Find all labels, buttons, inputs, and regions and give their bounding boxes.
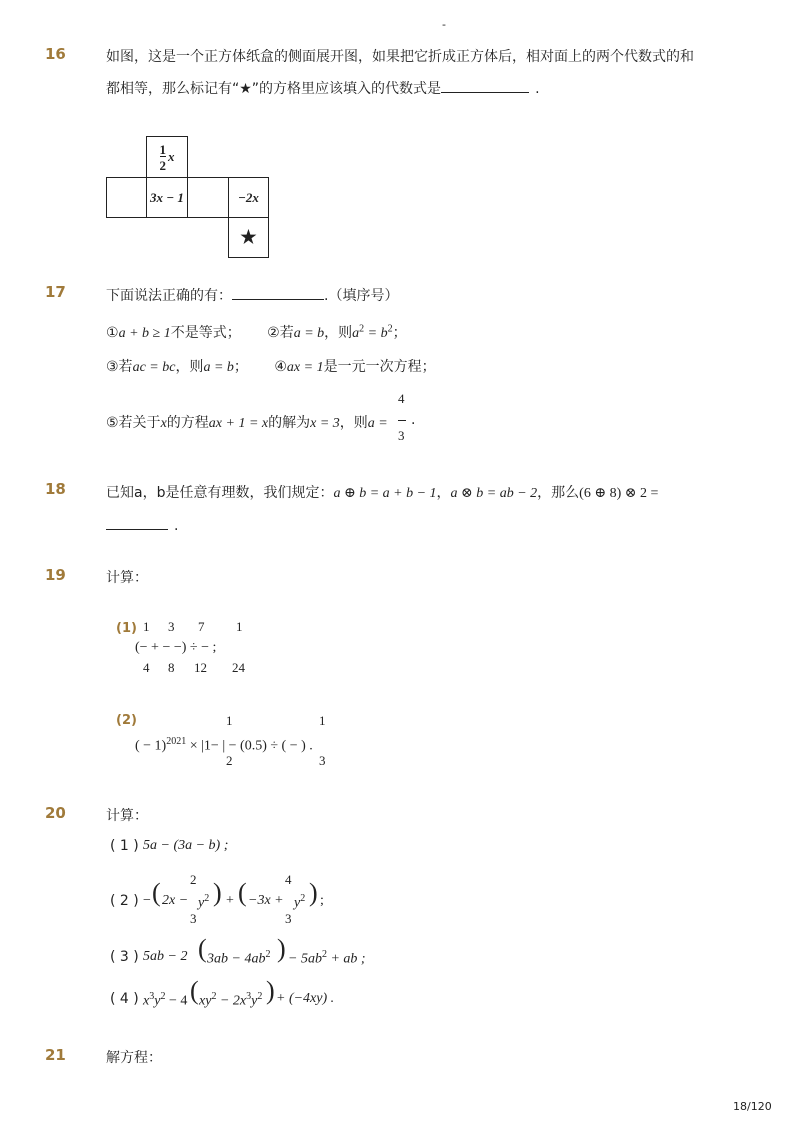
s2-math3: = b	[364, 326, 388, 341]
q20-p3-part-b	[207, 949, 270, 968]
header-mark: -	[442, 18, 446, 31]
q18-math2: a ⊗ b = ab − 2	[450, 486, 538, 501]
q19-p1-den2: 8	[168, 660, 175, 675]
q20-p4-sup4: 3	[246, 991, 252, 1002]
s5-text2: 的解为	[268, 415, 311, 431]
q20-p4-end: + (−4xy) .	[276, 991, 335, 1006]
q20-p2-paren-r1: )	[213, 878, 222, 907]
q20-p4-2x: − 2x	[216, 993, 247, 1009]
q19-part1-expression: (− + − −) ÷ − ;	[135, 640, 217, 655]
s3-math2: a = b	[203, 360, 234, 375]
cube-top-denominator: 2	[159, 157, 166, 173]
question-number-18: 18	[45, 480, 66, 498]
q19-p2-base: ( − 1)	[135, 738, 167, 754]
s5-text: 的方程	[166, 415, 209, 431]
q19-p1-den1: 4	[143, 660, 150, 675]
q18-text1: 已知a，b是任意有理数，我们规定：	[106, 485, 334, 501]
s3-text: ，则	[175, 359, 204, 375]
cube-face-star: ★	[228, 217, 269, 258]
cube-face-4: −2x	[228, 177, 269, 218]
q20-p4-xy: xy	[199, 993, 212, 1009]
q19-part2-expression	[135, 736, 313, 755]
cube-top-variable: x	[168, 149, 175, 164]
q18-answer-blank[interactable]	[106, 515, 168, 530]
s5-math4: a =	[367, 416, 388, 431]
s1-label: ①	[106, 325, 119, 341]
q18-text2: ，	[436, 485, 451, 501]
s3-end: ；	[233, 359, 248, 375]
q20-p2-y1-sup: 2	[204, 893, 210, 904]
q20-p2-num1: 2	[190, 872, 197, 887]
q20-p3-part-a: 5ab − 2	[143, 949, 188, 964]
q20-p4-sup3: 2	[211, 991, 217, 1002]
s5-text3: ，则	[339, 415, 368, 431]
s2-end: ；	[392, 325, 407, 341]
q20-p2-minus: −	[143, 893, 151, 908]
q16-text-line2	[106, 78, 540, 98]
q20-p4-paren-l: (	[190, 976, 199, 1005]
q20-part3-label: ( 3 )	[110, 949, 139, 965]
s2-sup2: 2	[387, 323, 393, 335]
q20-p4-paren-r: )	[266, 976, 275, 1005]
q20-label: 计算：	[106, 808, 148, 824]
q19-part1-label: (1)	[116, 621, 137, 636]
s5-label: ⑤若关于	[106, 415, 161, 431]
s2-sup: 2	[359, 323, 365, 335]
q17-statement-3-4	[106, 356, 436, 376]
q20-p2-den1: 3	[190, 911, 197, 926]
q17-intro-end: .（填序号）	[324, 288, 399, 304]
question-number-17: 17	[45, 283, 66, 301]
question-number-20: 20	[45, 804, 66, 822]
q20-p2-paren-l2: (	[238, 878, 247, 907]
q20-p4-minus4: − 4	[165, 993, 188, 1009]
q19-label: 计算：	[106, 570, 148, 586]
q19-p2-den2: 3	[319, 753, 326, 768]
q20-p2-end: ;	[320, 893, 324, 908]
q19-p2-den1: 2	[226, 753, 233, 768]
q20-p2-y2	[294, 893, 305, 912]
q20-p2-plus: +	[226, 893, 234, 908]
q19-p1-num3: 7	[198, 619, 205, 634]
q20-p2-y2-var: y	[294, 895, 301, 911]
q18-answer-line	[106, 515, 178, 534]
q20-p4-x: x	[143, 993, 150, 1009]
q19-p2-rest: × |1− | − (0.5) ÷ ( − ) .	[186, 738, 313, 754]
q20-p4-inner	[199, 991, 262, 1010]
q19-p2-num1: 1	[226, 713, 233, 728]
q20-p3-end: + ab ;	[326, 951, 366, 967]
s1-math: a + b ≥ 1	[118, 326, 171, 341]
q16-answer-blank[interactable]	[441, 78, 529, 93]
s4-label: ④	[274, 359, 287, 375]
s5-math: x	[160, 416, 167, 431]
cube-face-top	[146, 136, 188, 178]
q16-line2: 都相等，那么标记有“★”的方格里应该填入的代数式是	[106, 81, 442, 97]
q20-p3-sup1: 2	[265, 949, 271, 960]
s5-fraction-numerator: 4	[398, 391, 405, 406]
q20-part2-label: ( 2 )	[110, 893, 139, 909]
q18-text3: ，那么	[537, 485, 580, 501]
q20-p4-sup5: 2	[257, 991, 263, 1002]
q17-statement-1-2	[106, 322, 407, 342]
q20-p2-num2: 4	[285, 872, 292, 887]
cube-face-2: 3x − 1	[146, 177, 188, 218]
q20-p4-y2: y	[251, 993, 258, 1009]
q20-p4-sup2: 2	[160, 991, 166, 1002]
q16-line2-end: .	[535, 81, 540, 97]
q18-math1: a ⊕ b = a + b − 1	[333, 486, 437, 501]
question-number-19: 19	[45, 566, 66, 584]
q18-end: .	[174, 518, 179, 534]
q20-p3-inner: 3ab − 4ab	[207, 951, 266, 967]
q19-p1-den4: 24	[232, 660, 245, 675]
q20-p2-y1-var: y	[198, 895, 205, 911]
q20-p2-paren-l1: (	[152, 878, 161, 907]
s4-text: 是一元一次方程；	[323, 359, 436, 375]
q20-part1-expression: 5a − (3a − b) ;	[143, 838, 229, 853]
q20-part1-label: ( 1 )	[110, 838, 139, 854]
q18-math3: (6 ⊕ 8) ⊗ 2 =	[579, 486, 659, 501]
q20-p4-y: y	[154, 993, 161, 1009]
cube-face-1	[106, 177, 147, 218]
q20-p3-paren-r: )	[277, 934, 286, 963]
q19-p1-num1: 1	[143, 619, 150, 634]
s2-math2: a	[352, 326, 360, 341]
q18-text	[106, 482, 658, 502]
q20-part4-label: ( 4 )	[110, 991, 139, 1007]
q20-p2-den2: 3	[285, 911, 292, 926]
q17-answer-blank[interactable]	[232, 285, 324, 300]
q19-part2-label: (2)	[116, 713, 137, 728]
s2-text: ，则	[324, 325, 353, 341]
q20-p3-paren-l: (	[198, 934, 207, 963]
q20-p2-part-b: −3x +	[248, 893, 284, 908]
q20-p4-part-a	[143, 991, 187, 1010]
s3-math: ac = bc	[132, 360, 176, 375]
q20-p2-y1	[198, 893, 209, 912]
question-number-21: 21	[45, 1046, 66, 1064]
s5-math2: ax + 1 = x	[208, 416, 269, 431]
q17-intro-text: 下面说法正确的有：	[106, 288, 232, 304]
s5-fraction-bar	[398, 420, 406, 421]
q20-p3-sup2: 2	[321, 949, 327, 960]
q17-intro	[106, 285, 398, 305]
q20-p2-part-a: 2x −	[162, 893, 189, 908]
s5-math3: x = 3	[310, 416, 340, 431]
q20-p3-tail: − 5ab	[288, 951, 322, 967]
q19-p2-num2: 1	[319, 713, 326, 728]
q20-p4-sup1: 3	[149, 991, 155, 1002]
q19-p1-den3: 12	[194, 660, 207, 675]
cube-top-numerator: 1	[159, 141, 166, 157]
q20-p3-part-c	[288, 949, 366, 968]
cube-face-3	[187, 177, 229, 218]
q19-p1-num2: 3	[168, 619, 175, 634]
q16-text-line1: 如图，这是一个正方体纸盒的侧面展开图，如果把它折成正方体后，相对面上的两个代数式的和	[106, 49, 694, 65]
s1-text: 不是等式；	[170, 325, 241, 341]
q19-p1-num4: 1	[236, 619, 243, 634]
s2-math: a = b	[293, 326, 325, 341]
q19-p2-exponent: 2021	[166, 736, 187, 747]
question-number-16: 16	[45, 45, 66, 63]
s5-end: .	[411, 412, 416, 428]
s2-label: ②若	[267, 325, 294, 341]
page-number: 18/120	[733, 1100, 772, 1113]
q21-label: 解方程：	[106, 1050, 162, 1066]
q20-p2-paren-r2: )	[309, 878, 318, 907]
q17-statement-5	[106, 412, 388, 432]
s3-label: ③若	[106, 359, 133, 375]
s4-math: ax = 1	[286, 360, 324, 375]
s5-fraction-denominator: 3	[398, 428, 405, 443]
q20-p2-y2-sup: 2	[300, 893, 306, 904]
